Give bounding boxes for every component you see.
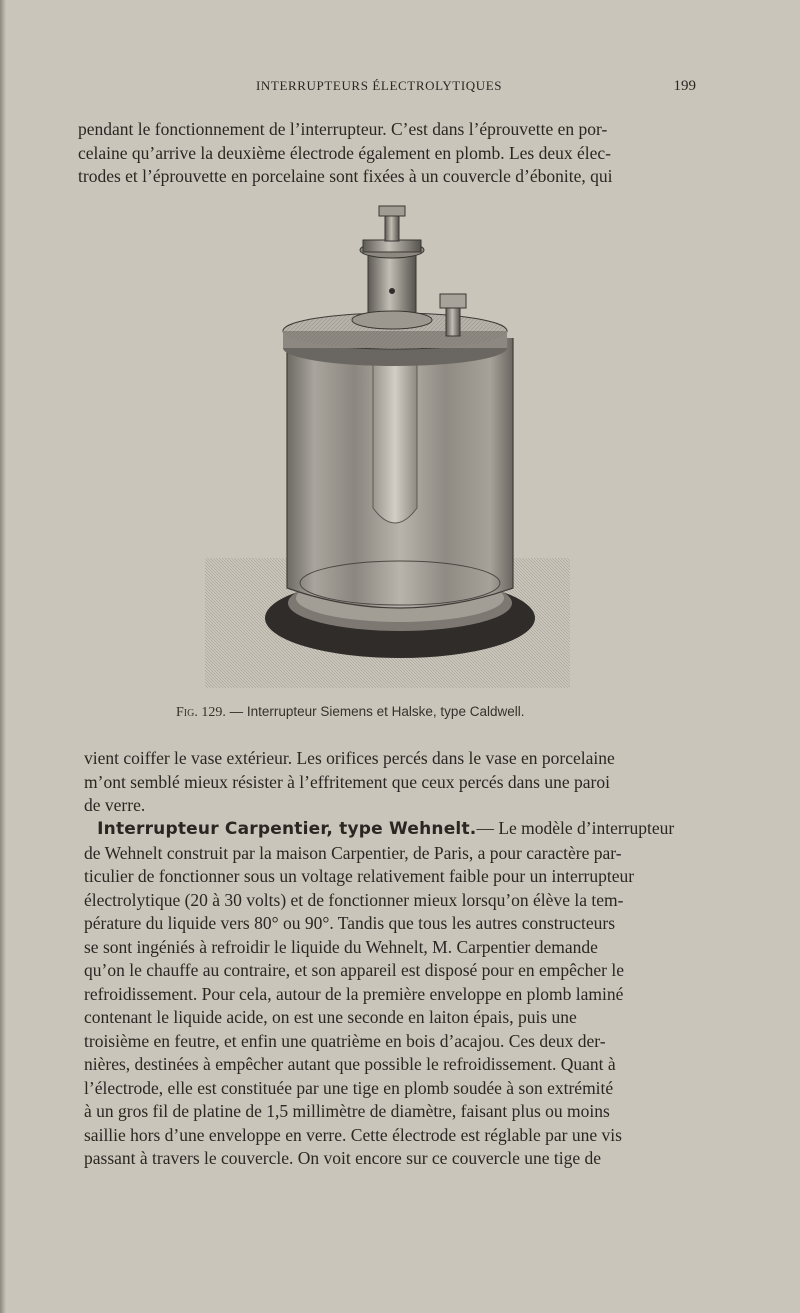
- text-line: troisième en feutre, et enfin une quatrième en bois d’acajou. Ces deux der-: [84, 1030, 606, 1051]
- text-line: vient coiffer le vase extérieur. Les orifices percés dans le vase en porcelaine: [84, 748, 615, 768]
- text-line-first: [84, 817, 702, 842]
- text-line: pendant le fonctionnement de l’interrupteur. C’est dans l’éprouvette en por-: [78, 119, 608, 139]
- running-head: [78, 78, 698, 98]
- text-line: pérature du liquide vers 80° ou 90°. Tandis que tous les autres constructeurs: [84, 913, 616, 933]
- text-line: se sont ingéniés à refroidir le liquide du Wehnelt, M. Carpentier demande: [84, 936, 598, 957]
- text-line: de Wehnelt construit par la maison Carpentier, de Paris, a pour caractère par-: [84, 842, 622, 863]
- figure-caption-text: — Interrupteur Siemens et Halske, type Caldwell.: [225, 704, 525, 719]
- text-line: l’électrode, elle est constituée par une tige en plomb soudée à son extrémité: [84, 1077, 614, 1098]
- text-line: électrolytique (20 à 30 volts) et de fonctionner mieux lorsqu’on élève la tem-: [84, 889, 624, 910]
- text-line: à un gros fil de platine de 1,5 millimètre de diamètre, faisant plus ou moins: [84, 1101, 610, 1121]
- text-line: de verre.: [84, 795, 146, 815]
- text-line: trodes et l’éprouvette en porcelaine sont fixées à un couvercle d’ébonite, qui: [78, 166, 613, 186]
- paragraph-2: [84, 747, 702, 818]
- text-line: nières, destinées à empêcher autant que possible le refroidissement. Quant à: [84, 1054, 616, 1074]
- text-line: refroidissement. Pour cela, autour de la première enveloppe en plomb laminé: [84, 983, 624, 1004]
- running-head-title: INTERRUPTEURS ÉLECTROLYTIQUES: [256, 78, 503, 93]
- figure-caption: [176, 704, 636, 721]
- text-line: m’ont semblé mieux résister à l’effritement que ceux percés dans une paroi: [84, 771, 610, 792]
- paragraph-1: [78, 118, 700, 189]
- interrupter-engraving: [195, 198, 585, 698]
- first-line-rest: — Le modèle d’interrupteur: [476, 818, 675, 838]
- text-line: qu’on le chauffe au contraire, et son appareil est disposé pour en empêcher le: [84, 960, 625, 980]
- text-line: ticulier de fonctionner sous un voltage relativement faible pour un interrupteur: [84, 866, 635, 886]
- page-edge: [0, 0, 6, 1313]
- figure-interrupter-illustration: [195, 198, 585, 698]
- section-heading: Interrupteur Carpentier, type Wehnelt.: [97, 819, 477, 839]
- figure-label: Fig. 129.: [176, 705, 226, 720]
- paragraph-3: [84, 817, 702, 1171]
- text-line: saillie hors d’une enveloppe en verre. Cette électrode est réglable par une vis: [84, 1124, 622, 1145]
- text-line: passant à travers le couvercle. On voit encore sur ce couvercle une tige de: [84, 1148, 601, 1168]
- text-line: contenant le liquide acide, on est une seconde en laiton épais, puis une: [84, 1007, 577, 1027]
- text-line: celaine qu’arrive la deuxième électrode également en plomb. Les deux élec-: [78, 142, 611, 163]
- page-number: 199: [673, 78, 696, 94]
